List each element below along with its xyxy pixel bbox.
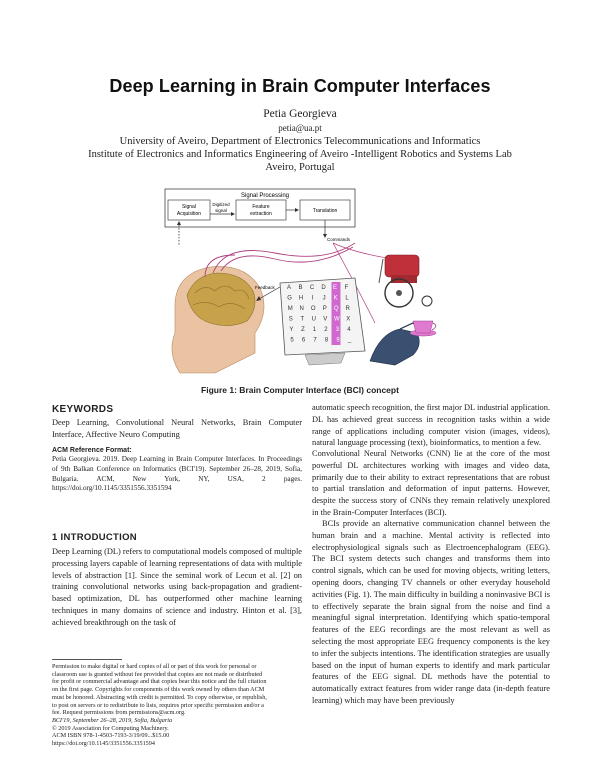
speller-letter: E <box>332 285 338 291</box>
speller-letter: F <box>344 285 349 291</box>
speller-letter: S <box>288 316 293 323</box>
robotic-hand-illustration <box>370 321 436 365</box>
keywords-heading: KEYWORDS <box>52 404 114 415</box>
svg-text:Acquisition: Acquisition <box>176 211 202 217</box>
introduction-heading: 1 INTRODUCTION <box>52 532 137 543</box>
body-paragraph-2: Convolutional Neural Networks (CNN) lie at the core of the most powerful DL architectures working with images and video data, primarily due to their ability to extract representations that are robust to partial translation and deformation of input patterns. However, despite the success story of CNNs they remain relatively unexplored in the Brain-Computer Interfaces (BCI). <box>312 449 550 517</box>
figure-caption: Figure 1: Brain Computer Interface (BCI) concept <box>201 385 399 395</box>
svg-text:signal: signal <box>215 208 227 213</box>
speller-letter: _ <box>347 337 352 344</box>
introduction-paragraph: Deep Learning (DL) refers to computational models composed of multiple processing layers capable of learning representations of data with multiple levels of abstraction [1]. Since the seminal work of Lecun et al. [2] on training convolutional networks using back-propagation and gradient-based optimization, DL has outperformed other machine learning techniques in many domains of science and industry. Hinton et al. [3], achieved breakthrough on the task of <box>52 547 303 627</box>
svg-text:Digitized: Digitized <box>212 202 230 207</box>
speller-letter: 5 <box>290 337 294 344</box>
paper-title: Deep Learning in Brain Computer Interfaces <box>109 76 491 96</box>
speller-letter: Z <box>301 327 305 333</box>
speller-letter: B <box>298 285 303 291</box>
speller-letter: A <box>286 285 292 291</box>
speller-letter: 2 <box>324 327 328 333</box>
feature-extraction-box <box>236 200 286 220</box>
speller-letter: D <box>321 285 326 291</box>
speller-letter: L <box>345 295 349 302</box>
speller-letter: K <box>333 295 338 302</box>
speller-letter: O <box>310 306 316 312</box>
speller-highlight-column <box>332 282 341 345</box>
speller-letter: Q <box>333 306 339 312</box>
speller-letter: 3 <box>335 327 340 333</box>
speller-letter: 8 <box>324 337 329 344</box>
speller-letter: 1 <box>312 327 317 333</box>
keywords-text: Deep Learning, Convolutional Neural Networks, Brain Computer Interface, Affective Neuro Computing <box>52 418 302 439</box>
signal-acquisition-box <box>168 200 210 220</box>
speller-letter: M <box>287 306 293 312</box>
author-email: petia@ua.pt <box>278 123 322 133</box>
cup-illustration <box>413 321 433 333</box>
feedback-label: Feedback <box>255 285 275 290</box>
speller-letter: V <box>323 316 328 323</box>
footnote-divider <box>52 659 122 660</box>
speller-letter: 4 <box>347 327 351 333</box>
acm-reference-text: Petia Georgieva. 2019. Deep Learning in Brain Computer Interfaces. In Proceedings of 9th Balkan Conference on Informatics (BCI'19). September 26–28, 2019, Sofia, Bulgaria. ACM, New York, NY, USA, 2 pages. https://doi.org/10.1145/3351556.3351594 <box>52 455 302 493</box>
affiliation-2: Institute of Electronics and Informatics Engineering of Aveiro -Intelligent Robotics and Systems Lab <box>88 149 512 160</box>
permission-footnote: Permission to make digital or hard copies of all or part of this work for personal or classroom use is granted without fee provided that copies are not made or distributed for profit or commercial advantage and that copies bear this notice and the full citation on the first page. Copyrights for components of this work owned by others than ACM must be honored. Abstracting with credit is permitted. To copy otherwise, or republish, to post on servers or to redistribute to lists, requires prior specific permission and/or a fee. Request permissions from permissions@acm.org. BCI'19, September 26–28, 2019, Sofia, Bulgaria © 2019 Association for Computing Machinery. ACM ISBN 978-1-4503-7193-3/19/09...$15.00 https://doi.org/10.1145/3351556.3351594 <box>52 663 267 748</box>
svg-text:extraction: extraction <box>250 211 272 217</box>
speller-letter: R <box>345 306 350 312</box>
affiliation-1: University of Aveiro, Department of Electronics Telecommunications and Informatics <box>119 136 481 147</box>
speller-letter: X <box>346 316 351 323</box>
speller-letter: N <box>299 306 304 312</box>
body-paragraph-1: automatic speech recognition, the first major DL industrial application. DL has achieved great success in recognition tasks within a wide range of applications including computer vision (images, videos), natural language processing (text), bioinformatics, to mention a few. <box>312 403 550 448</box>
speller-letter: J <box>322 295 326 302</box>
speller-letter: 9 <box>336 337 340 344</box>
speller-letter: P <box>322 306 327 312</box>
speller-letter: T <box>300 316 305 323</box>
signal-processing-label: Signal Processing <box>240 193 290 199</box>
commands-label: Commands <box>327 237 351 242</box>
speller-letter: U <box>311 316 316 323</box>
speller-letter: C <box>309 285 315 291</box>
svg-text:Feature: Feature <box>252 204 270 210</box>
svg-text:Translation: Translation <box>312 208 338 214</box>
speller-letter: G <box>287 295 292 302</box>
speller-letter: 7 <box>313 337 317 344</box>
bci-concept-figure <box>155 183 455 378</box>
svg-text:Signal: Signal <box>182 204 196 210</box>
author-name: Petia Georgieva <box>263 108 337 120</box>
acm-reference-label: ACM Reference Format: <box>52 447 132 454</box>
body-paragraph-3: BCIs provide an alternative communication channel between the human brain and a machine. Mental activity is reflected into electrophysiological signals such as Electroencephalogram (EEG). The BCI system detects such changes and transforms them into control signals, which can be used for moving objects, writing letters, opening doors, changing TV channels or other everyday household activities (Fig. 1). The main difficulty in building a noninvasive BCI is to effectively separate the brain signal from the noise and find a meaningful signal interpretation. Identifying which spatio-temporal features of the EEG recordings are the most relevant as well as selecting the most appropriate EEG frequency components is the key to infer the subjects intentions. The identification strategies are usually based on the input of human experts to identify and mark particular features of the EEG signal. DL methods have the potential to automatically extract features from wider range data (in-depth feature learning) which may have been previously <box>312 519 550 705</box>
affiliation-3: Aveiro, Portugal <box>265 162 335 173</box>
speller-letter: H <box>298 295 304 302</box>
speller-letter: W <box>333 316 340 323</box>
speller-letter: Y <box>289 327 294 333</box>
wheelchair-illustration <box>379 255 432 307</box>
speller-letter: 6 <box>301 337 306 344</box>
speller-letter: I <box>311 295 314 302</box>
